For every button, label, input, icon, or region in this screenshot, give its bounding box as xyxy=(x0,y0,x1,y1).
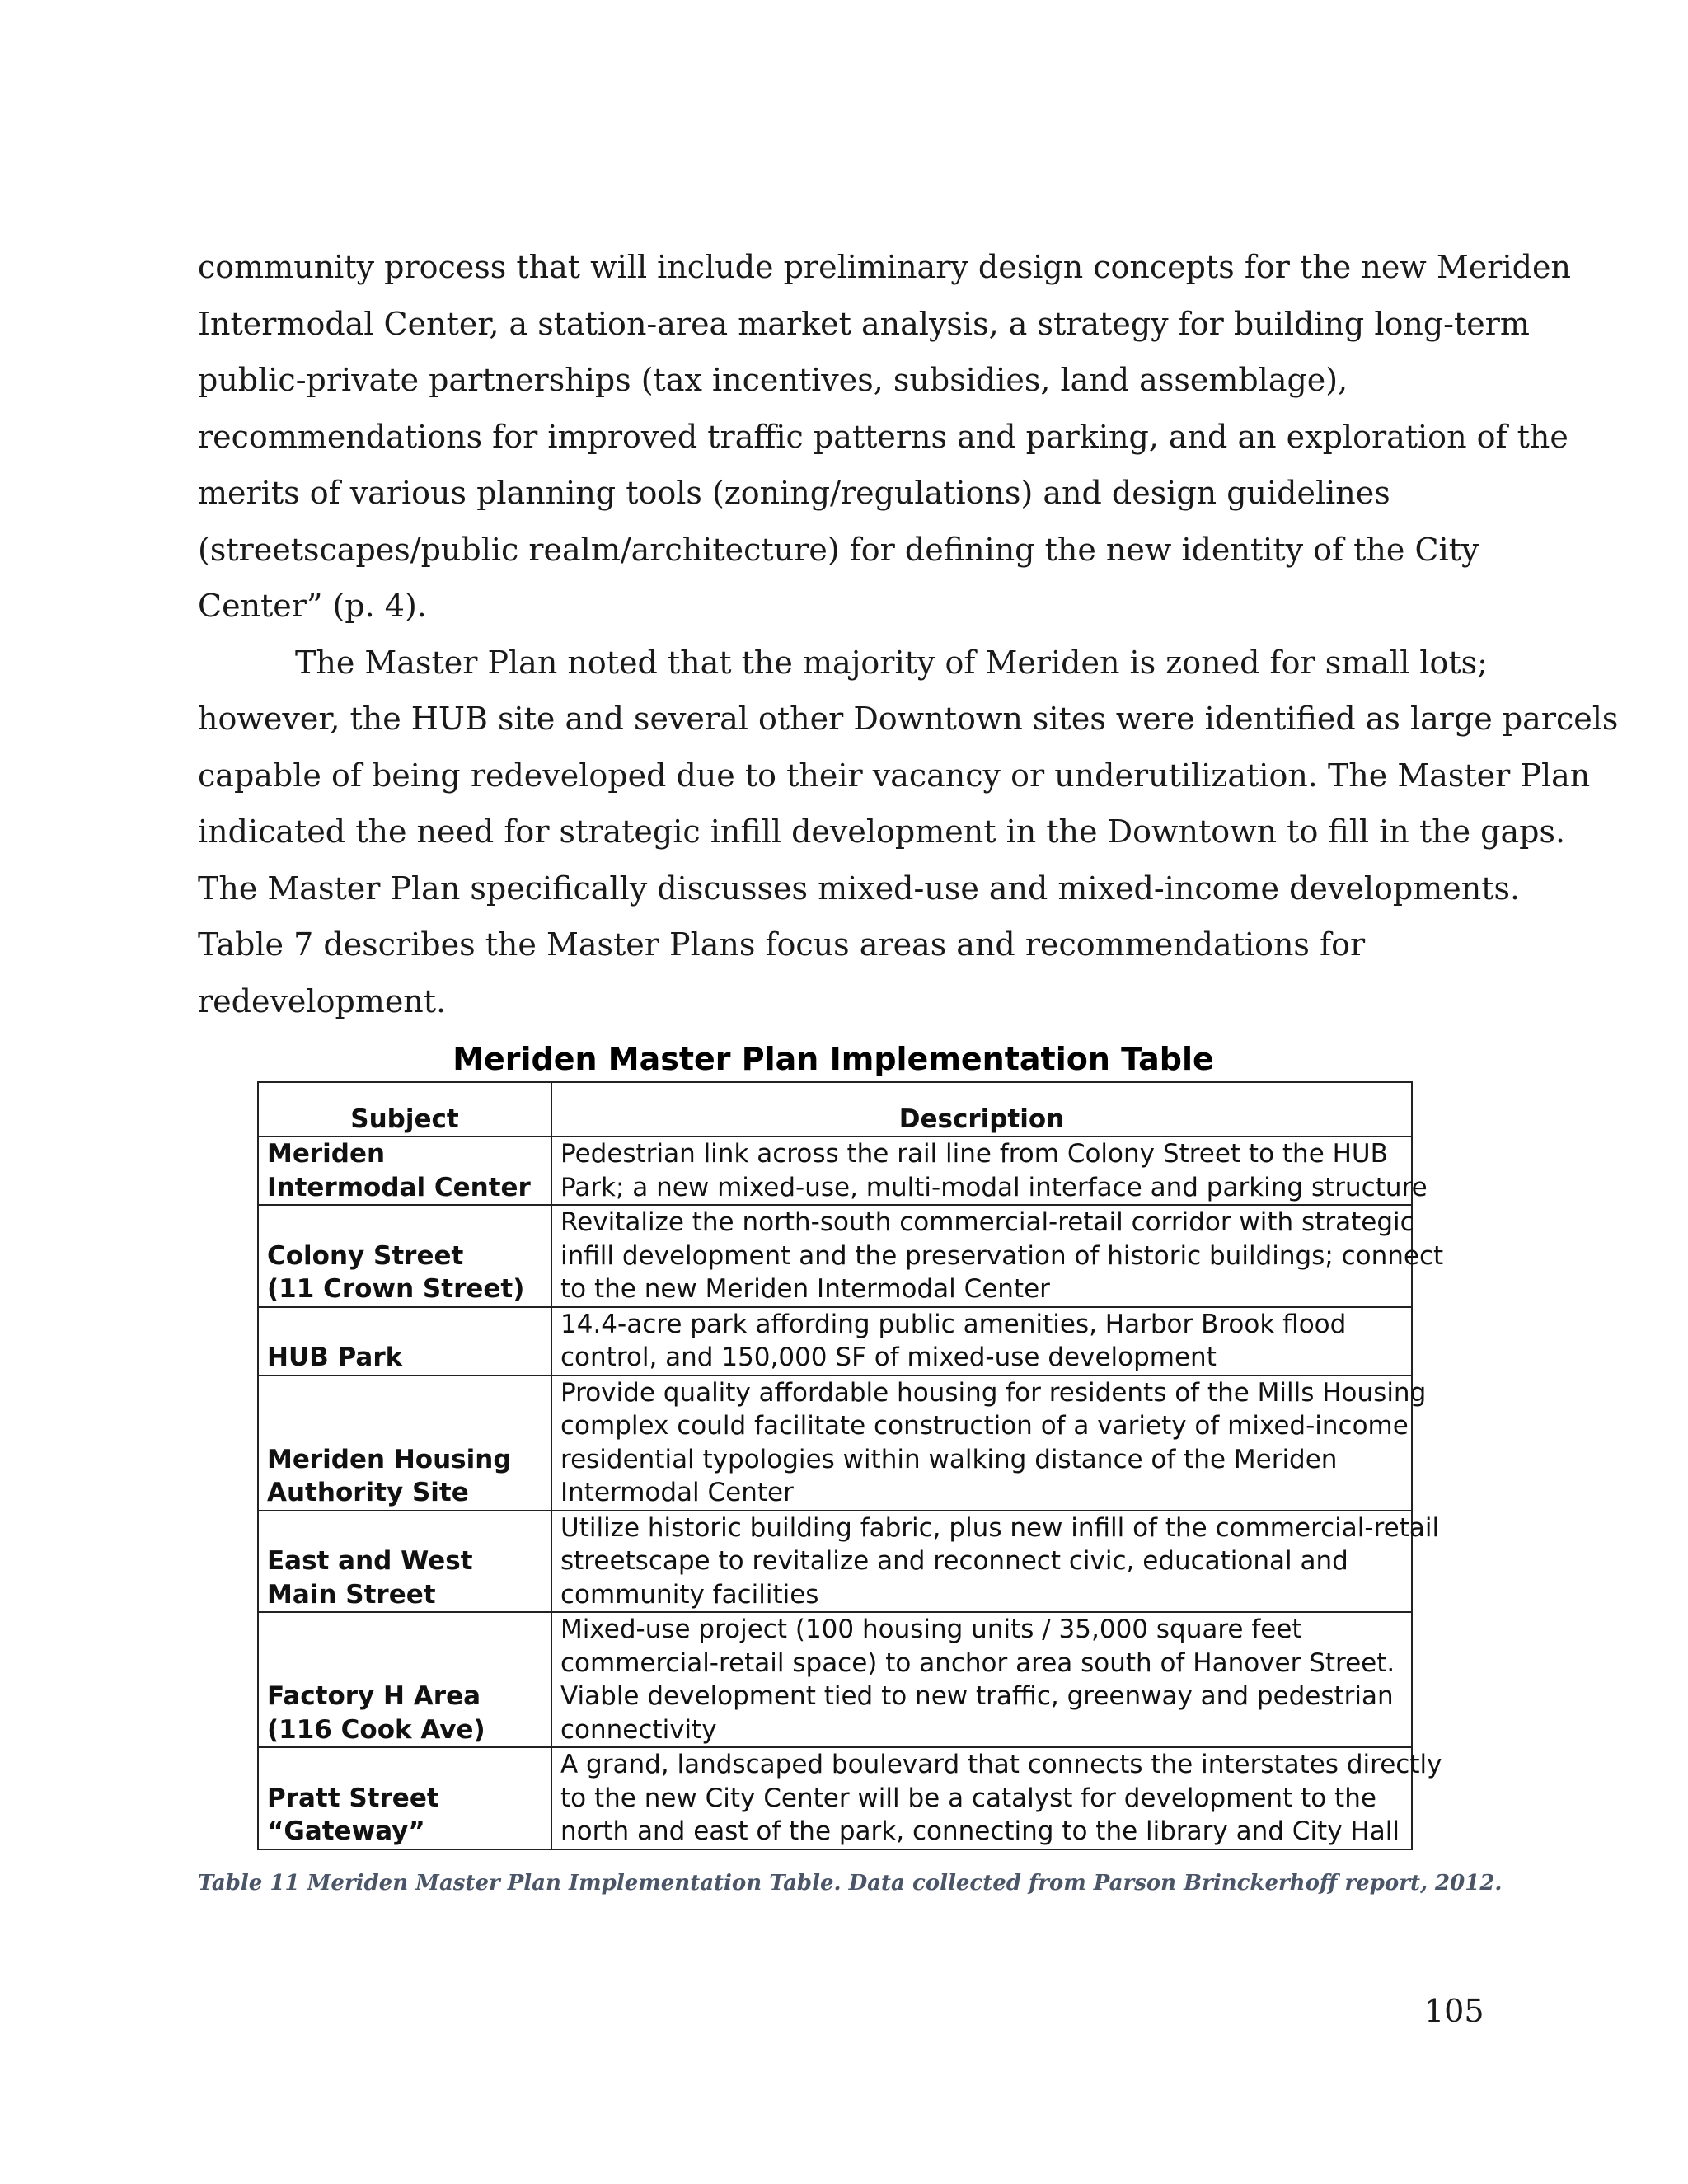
text-line: capable of being redeveloped due to their vacancy or underutilization. The Master Plan xyxy=(198,757,1591,794)
text-line: community process that will include preliminary design concepts for the new Meriden xyxy=(198,249,1571,285)
header-subject: Subject xyxy=(258,1082,551,1137)
description-line: to the new City Center will be a catalyst for development to the xyxy=(560,1783,1376,1813)
description-cell xyxy=(551,1376,1427,1511)
text-line: redevelopment. xyxy=(198,982,447,1019)
text-line: Intermodal Center, a station-area market analysis, a strategy for building long-term xyxy=(198,305,1530,342)
text-line: recommendations for improved traffic patterns and parking, and an exploration of the xyxy=(198,418,1568,455)
description-line: Utilize historic building fabric, plus new infill of the commercial-retail xyxy=(560,1512,1440,1543)
table-row xyxy=(258,1376,1412,1511)
description-line: 14.4-acre park affording public amenities, Harbor Brook flood xyxy=(560,1309,1347,1339)
description-cell xyxy=(551,1205,1444,1307)
subject-line: Main Street xyxy=(267,1579,436,1610)
description-line: Mixed-use project (100 housing units / 35,000 square feet xyxy=(560,1615,1302,1644)
description-line: commercial-retail space) to anchor area south of Hanover Street. xyxy=(560,1647,1395,1678)
subject-cell xyxy=(258,1747,551,1849)
table-caption: Table 11 Meriden Master Plan Implementation Table. Data collected from Parson Brinckerhoff report, 2012. xyxy=(198,1871,1503,1896)
body-text xyxy=(198,239,1619,1029)
header-description: Description xyxy=(551,1082,1412,1137)
description-line: streetscape to revitalize and reconnect civic, educational and xyxy=(560,1546,1348,1576)
description-line: control, and 150,000 SF of mixed-use development xyxy=(560,1343,1217,1372)
subject-cell xyxy=(258,1307,551,1376)
subject-line: (116 Cook Ave) xyxy=(267,1714,485,1745)
text-line: public-private partnerships (tax incentives, subsidies, land assemblage), xyxy=(198,362,1348,398)
description-line: Intermodal Center xyxy=(560,1478,794,1507)
description-cell xyxy=(551,1747,1442,1849)
table-title: Meriden Master Plan Implementation Table xyxy=(452,1041,1214,1077)
subject-line: “Gateway” xyxy=(267,1816,425,1846)
subject-line: Factory H Area xyxy=(267,1681,481,1711)
subject-line: HUB Park xyxy=(267,1343,403,1372)
subject-line: Intermodal Center xyxy=(267,1172,531,1202)
subject-cell xyxy=(258,1511,551,1613)
description-cell xyxy=(551,1307,1412,1376)
page-number: 105 xyxy=(1424,1993,1484,2029)
table-row xyxy=(258,1307,1412,1376)
description-line: infill development and the preservation of historic buildings; connect xyxy=(560,1240,1444,1271)
description-line: Pedestrian link across the rail line from Colony Street to the HUB xyxy=(560,1139,1388,1169)
subject-line: Meriden Housing xyxy=(267,1444,512,1474)
text-line: The Master Plan noted that the majority of Meriden is zoned for small lots; xyxy=(295,644,1488,681)
description-line: A grand, landscaped boulevard that connects the interstates directly xyxy=(560,1750,1442,1779)
subject-line: East and West xyxy=(267,1546,473,1576)
paragraph-2 xyxy=(198,635,1619,1030)
description-cell xyxy=(551,1137,1428,1205)
text-line: merits of various planning tools (zoning/regulations) and design guidelines xyxy=(198,475,1390,511)
subject-cell xyxy=(258,1376,551,1511)
description-line: north and east of the park, connecting to the library and City Hall xyxy=(560,1816,1400,1846)
subject-line: (11 Crown Street) xyxy=(267,1274,525,1304)
description-line: to the new Meriden Intermodal Center xyxy=(560,1274,1050,1304)
subject-cell xyxy=(258,1612,551,1747)
description-line: Park; a new mixed-use, multi-modal interface and parking structure xyxy=(560,1172,1428,1202)
description-line: connectivity xyxy=(560,1714,717,1745)
subject-line: Pratt Street xyxy=(267,1783,439,1813)
description-line: Viable development tied to new traffic, greenway and pedestrian xyxy=(560,1681,1394,1711)
subject-line: Meriden xyxy=(267,1139,386,1169)
text-line: Center” (p. 4). xyxy=(198,588,427,624)
description-line: Revitalize the north-south commercial-retail corridor with strategic xyxy=(560,1207,1414,1237)
subject-line: Authority Site xyxy=(267,1478,469,1507)
description-line: Provide quality affordable housing for residents of the Mills Housing xyxy=(560,1377,1427,1408)
text-line: however, the HUB site and several other Downtown sites were identified as large parcels xyxy=(198,701,1619,737)
subject-cell xyxy=(258,1137,551,1205)
table-header-row xyxy=(258,1082,1412,1137)
table-row xyxy=(258,1747,1412,1849)
description-line: residential typologies within walking distance of the Meriden xyxy=(560,1444,1338,1474)
text-line: indicated the need for strategic infill development in the Downtown to fill in the gaps. xyxy=(198,813,1566,850)
table-row xyxy=(258,1137,1412,1205)
text-line: The Master Plan specifically discusses mixed-use and mixed-income developments. xyxy=(198,869,1521,907)
description-cell xyxy=(551,1511,1440,1613)
implementation-table xyxy=(257,1081,1444,1850)
table-row xyxy=(258,1511,1412,1613)
table-row xyxy=(258,1205,1412,1307)
text-line: (streetscapes/public realm/architecture) for defining the new identity of the City xyxy=(198,531,1479,568)
table-row xyxy=(258,1612,1412,1747)
text-line: Table 7 describes the Master Plans focus areas and recommendations for xyxy=(198,926,1366,963)
subject-cell xyxy=(258,1205,551,1307)
description-line: complex could facilitate construction of a variety of mixed-income xyxy=(560,1411,1409,1441)
subject-line: Colony Street xyxy=(267,1240,464,1271)
description-cell xyxy=(551,1612,1412,1747)
description-line: community facilities xyxy=(560,1579,819,1610)
paragraph-1 xyxy=(198,239,1571,635)
